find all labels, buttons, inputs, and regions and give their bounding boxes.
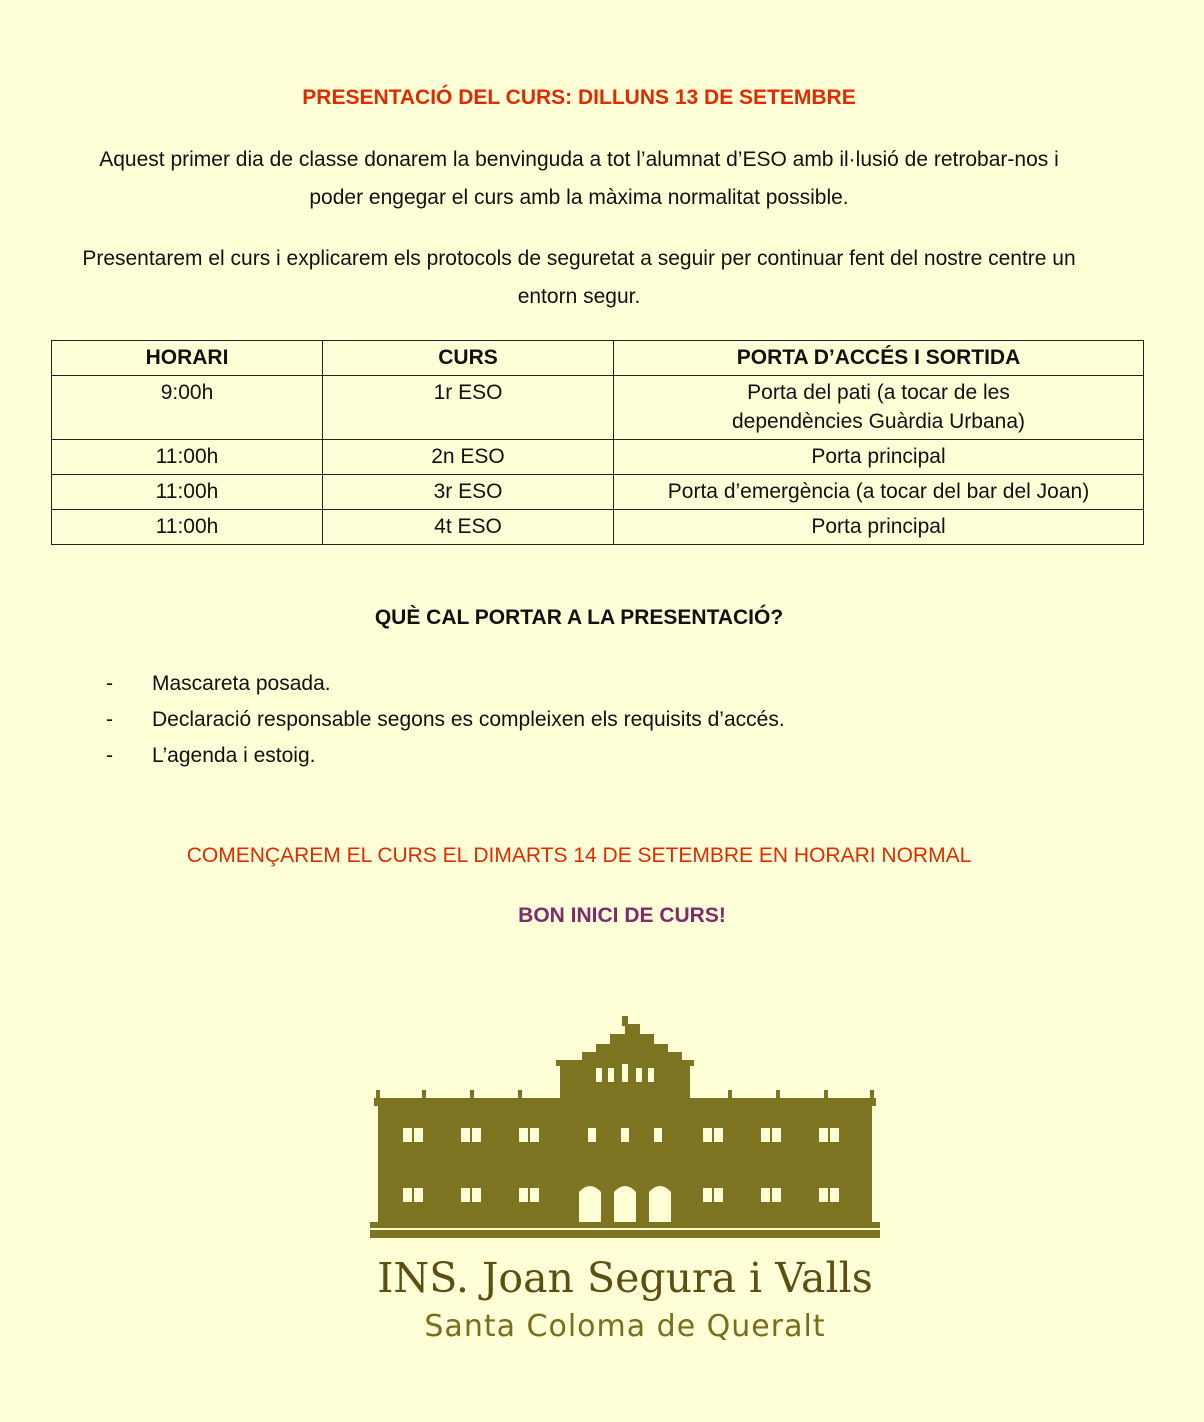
header-horari: HORARI (52, 341, 323, 376)
cell-horari: 11:00h (52, 475, 323, 510)
cell-horari: 11:00h (52, 440, 323, 475)
cell-curs: 3r ESO (323, 475, 614, 510)
school-name: INS. Joan Segura i Valls (377, 1254, 873, 1302)
table-row (52, 440, 1144, 475)
bring-list (106, 666, 785, 774)
cell-horari: 9:00h (52, 376, 323, 440)
cell-curs: 2n ESO (323, 440, 614, 475)
bullet-dash: - (106, 672, 113, 695)
list-item (106, 702, 785, 738)
school-town: Santa Coloma de Queralt (424, 1309, 826, 1344)
list-item-text: Mascareta posada. (152, 672, 331, 695)
table-header-row (52, 341, 1144, 376)
header-porta: PORTA D’ACCÉS I SORTIDA (614, 341, 1144, 376)
safety-paragraph: Presentarem el curs i explicarem els protocols de seguretat a seguir per continuar fent del nostre centre un entorn segur. (82, 247, 1076, 308)
cell-curs: 1r ESO (323, 376, 614, 440)
cell-porta: Porta principal (614, 510, 1144, 545)
cell-horari: 11:00h (52, 510, 323, 545)
page-title: PRESENTACIÓ DEL CURS: DILLUNS 13 DE SETEMBRE (302, 86, 856, 109)
list-item (106, 738, 785, 774)
intro-paragraph: Aquest primer dia de classe donarem la benvinguda a tot l’alumnat d’ESO amb il·lusió de retrobar-nos i poder engegar el curs amb la màxima normalitat possible. (99, 148, 1059, 209)
list-item-text: Declaració responsable segons es compleixen els requisits d’accés. (152, 708, 785, 731)
closing-message: BON INICI DE CURS! (518, 904, 726, 927)
start-note: COMENÇAREM EL CURS EL DIMARTS 14 DE SETEMBRE EN HORARI NORMAL (186, 844, 972, 867)
list-item (106, 666, 785, 702)
header-curs: CURS (323, 341, 614, 376)
cell-porta: Porta d’emergència (a tocar del bar del Joan) (614, 475, 1144, 510)
cell-curs: 4t ESO (323, 510, 614, 545)
bring-title: QUÈ CAL PORTAR A LA PRESENTACIÓ? (374, 606, 784, 629)
bullet-dash: - (106, 708, 113, 731)
bullet-dash: - (106, 744, 113, 767)
school-building-logo (360, 1010, 890, 1245)
schedule-table (51, 340, 1144, 545)
cell-porta: Porta del pati (a tocar de les dependències Guàrdia Urbana) (614, 376, 1144, 440)
cell-porta: Porta principal (614, 440, 1144, 475)
table-row (52, 376, 1144, 440)
table-row (52, 475, 1144, 510)
list-item-text: L’agenda i estoig. (152, 744, 316, 767)
table-row (52, 510, 1144, 545)
